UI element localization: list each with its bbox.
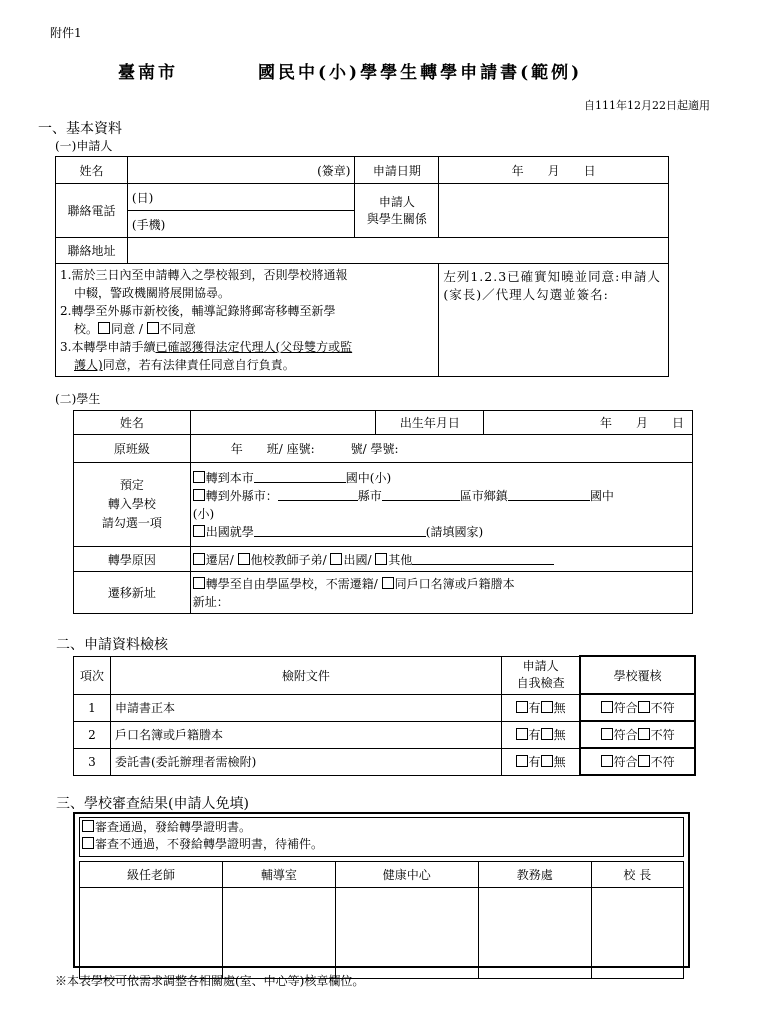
- notice-3: 3.本轉學申請手續已確認獲得法定代理人(父母雙方或監: [60, 340, 353, 354]
- student-name-field[interactable]: [190, 411, 376, 435]
- relation-label-line2: 與學生關係: [366, 211, 427, 226]
- row-no: 2: [74, 721, 111, 748]
- abroad-checkbox[interactable]: [193, 525, 205, 537]
- effective-date: 自111年12月22日起適用: [584, 99, 710, 112]
- consent-signature-field[interactable]: 左列1.2.3已確實知曉並同意:申請人(家長)／代理人勾選並簽名:: [439, 264, 669, 377]
- target-option-abroad: 出國就學 (請填國家): [193, 523, 690, 541]
- target-option-other-county-cont: (小): [192, 506, 215, 521]
- new-address-input[interactable]: 新址：: [192, 594, 229, 609]
- student-table: [73, 410, 693, 614]
- notice-1-cont: 中輟，警政機關將展開協尋。: [74, 286, 231, 300]
- new-address-field: 轉學至自由學區學校，不需遷籍/ 同戶口名簿或戶籍謄本 新址：: [190, 572, 692, 614]
- table-row: [74, 694, 696, 721]
- match-checkbox[interactable]: [601, 755, 613, 767]
- notice-2-cont: 校。 同意 / 不同意: [74, 322, 196, 336]
- free-district-checkbox[interactable]: [193, 577, 205, 589]
- doc-check-table: [73, 655, 696, 776]
- review-fail-option: 審查不通過，不發給轉學證明書，待補件。: [82, 836, 681, 853]
- notice-1: 1.需於三日內至申請轉入之學校報到，否則學校將通報: [60, 268, 348, 282]
- new-address-label: 遷移新址: [74, 572, 191, 614]
- same-register-checkbox[interactable]: [382, 577, 394, 589]
- subsection-student: (二)學生: [55, 392, 101, 406]
- yes-checkbox[interactable]: [516, 701, 528, 713]
- col-school-review: 學校覆核: [580, 656, 695, 694]
- reason-move-checkbox[interactable]: [193, 553, 205, 565]
- review-result: [79, 817, 684, 857]
- applicant-name-field[interactable]: [127, 157, 355, 184]
- reason-teacher-checkbox[interactable]: [238, 553, 250, 565]
- sign-health-field[interactable]: [335, 888, 478, 979]
- apply-date-label: 申請日期: [355, 157, 439, 184]
- birth-label: 出生年月日: [376, 411, 484, 435]
- target-label-1: 預定: [119, 478, 144, 492]
- attachment-label: 附件1: [50, 26, 82, 40]
- address-field[interactable]: [127, 238, 668, 264]
- fail-checkbox[interactable]: [82, 837, 94, 849]
- review-box: [73, 812, 690, 968]
- signer-health: 健康中心: [335, 862, 478, 888]
- target-label-3: 請勾選一項: [101, 516, 162, 530]
- class-label: 原班級: [74, 435, 191, 463]
- table-row: [74, 721, 696, 748]
- nomatch-checkbox[interactable]: [638, 755, 650, 767]
- signer-principal: 校 長: [591, 862, 683, 888]
- signer-academic: 教務處: [478, 862, 591, 888]
- agree-checkbox[interactable]: [98, 322, 110, 334]
- phone-mobile-field[interactable]: [127, 211, 355, 238]
- target-option-local: 轉到本市 國中(小): [193, 469, 690, 487]
- target-school-label: [74, 463, 191, 547]
- disagree-checkbox[interactable]: [147, 322, 159, 334]
- apply-date-field[interactable]: 年 月 日: [439, 157, 669, 184]
- school-check-cell: 符合 不符: [580, 721, 695, 748]
- match-checkbox[interactable]: [601, 728, 613, 740]
- col-no: 項次: [74, 656, 111, 694]
- applicant-table: [55, 156, 669, 377]
- phone-day-label: (日): [131, 190, 154, 205]
- form-title: 國民中(小)學學生轉學申請書(範例): [258, 63, 583, 83]
- section-doc-check: 二、申請資料檢核: [56, 637, 168, 653]
- subsection-applicant: (一)申請人: [55, 139, 113, 153]
- table-row: [74, 748, 696, 775]
- page-title: [0, 58, 768, 83]
- sign-homeroom-field[interactable]: [80, 888, 223, 979]
- address-label: 聯絡地址: [56, 238, 128, 264]
- sign-principal-field[interactable]: [591, 888, 683, 979]
- reason-other-checkbox[interactable]: [375, 553, 387, 565]
- yes-checkbox[interactable]: [516, 755, 528, 767]
- row-no: 1: [74, 694, 111, 721]
- reason-label: 轉學原因: [74, 547, 191, 572]
- footnote: ※本表學校可依需求調整各相關處(室、中心等)核章欄位。: [55, 974, 365, 988]
- sign-counseling-field[interactable]: [222, 888, 335, 979]
- self-check-cell: 有 無: [501, 694, 580, 721]
- no-checkbox[interactable]: [541, 755, 553, 767]
- nomatch-checkbox[interactable]: [638, 701, 650, 713]
- section-basic-info: 一、基本資料: [38, 121, 122, 137]
- yes-checkbox[interactable]: [516, 728, 528, 740]
- relation-field[interactable]: [439, 184, 669, 238]
- relation-label-line1: 申請人: [378, 194, 415, 209]
- sign-academic-field[interactable]: [478, 888, 591, 979]
- reason-options: 遷居/ 他校教師子弟/ 出國/ 其他: [190, 547, 692, 572]
- school-check-cell: 符合 不符: [580, 694, 695, 721]
- row-doc: 申請書正本: [110, 694, 501, 721]
- notice-2: 2.轉學至外縣市新校後，輔導記錄將郵寄移轉至新學: [60, 304, 336, 318]
- local-checkbox[interactable]: [193, 471, 205, 483]
- no-checkbox[interactable]: [541, 728, 553, 740]
- nomatch-checkbox[interactable]: [638, 728, 650, 740]
- self-check-cell: 有 無: [501, 748, 580, 775]
- section-school-review: 三、學校審查結果(申請人免填): [56, 796, 249, 812]
- school-check-cell: 符合 不符: [580, 748, 695, 775]
- applicant-name-label: 姓名: [56, 157, 128, 184]
- target-label-2: 轉入學校: [107, 497, 156, 511]
- city-name: 臺南市: [118, 63, 178, 83]
- row-no: 3: [74, 748, 111, 775]
- notice-3-cont: 護人)同意，若有法律責任同意自行負責。: [74, 358, 295, 372]
- col-doc: 檢附文件: [110, 656, 501, 694]
- phone-mobile-label: (手機): [131, 217, 166, 232]
- row-doc: 戶口名簿或戶籍謄本: [110, 721, 501, 748]
- col-self-check: 申請人 自我檢查: [501, 656, 580, 694]
- row-doc: 委託書(委託辦理者需檢附): [110, 748, 501, 775]
- signer-counseling: 輔導室: [222, 862, 335, 888]
- student-name-label: 姓名: [74, 411, 191, 435]
- class-field[interactable]: 年 班/ 座號: 號/ 學號:: [190, 435, 692, 463]
- seal-label: (簽章): [317, 163, 351, 178]
- phone-day-field[interactable]: [127, 184, 355, 211]
- self-check-cell: 有 無: [501, 721, 580, 748]
- relation-label: [355, 184, 439, 238]
- signer-homeroom: 級任老師: [80, 862, 223, 888]
- birth-field[interactable]: 年 月 日: [484, 411, 693, 435]
- no-checkbox[interactable]: [541, 701, 553, 713]
- target-option-other-county: 轉到外縣市： 縣市 區市鄉鎮 國中: [193, 487, 690, 505]
- target-school-options: [190, 463, 692, 547]
- review-pass-option: 審查通過，發給轉學證明書。: [82, 819, 681, 836]
- other-county-checkbox[interactable]: [193, 489, 205, 501]
- reason-abroad-checkbox[interactable]: [330, 553, 342, 565]
- match-checkbox[interactable]: [601, 701, 613, 713]
- signature-table: [79, 861, 684, 979]
- pass-checkbox[interactable]: [82, 820, 94, 832]
- notice-list: [56, 264, 439, 377]
- phone-label: 聯絡電話: [56, 184, 128, 238]
